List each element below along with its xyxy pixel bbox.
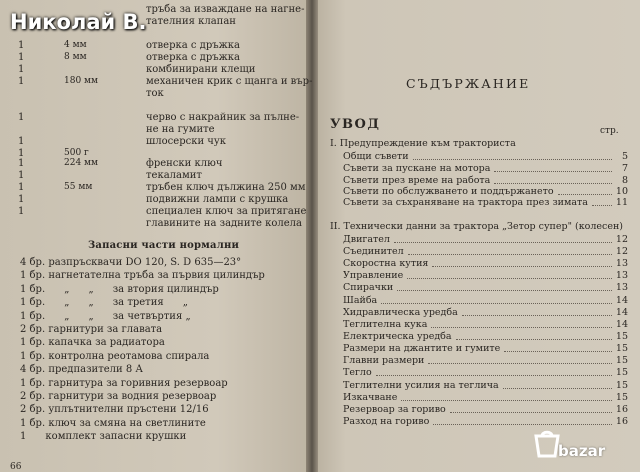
tool-qty: 1 <box>18 64 25 75</box>
toc-leader-dots <box>394 234 612 243</box>
toc-entry-page: 16 <box>615 416 628 427</box>
intro-heading: УВОД <box>330 117 381 132</box>
tool-desc: френски ключ <box>146 158 223 169</box>
spare-part-row: 1 бр. „ „ за третия „ <box>20 297 188 309</box>
toc-entry <box>0 221 640 233</box>
tool-desc: механичен крик с щанга и вър- <box>146 76 313 87</box>
toc-leader-dots <box>558 186 612 195</box>
page-column-label: стр. <box>600 126 619 136</box>
toc-leader-dots <box>408 246 612 255</box>
toc-entry-page: 13 <box>615 270 628 281</box>
tool-row <box>0 76 313 100</box>
spare-part-row: 2 бр. уплътнителни пръстени 12/16 <box>20 404 209 416</box>
toc-entry-page: 7 <box>621 163 628 174</box>
toc-entry-page: 11 <box>615 197 628 208</box>
toc-entry-text: Съвети за съхраняване на трактора през зимата <box>343 197 588 208</box>
toc-entry-text: Общи съвети <box>343 151 409 162</box>
spare-part-row: 4 бр. предпазители 8 А <box>20 364 143 376</box>
tool-desc: отверка с дръжка <box>146 52 241 63</box>
toc-leader-dots <box>397 282 612 291</box>
spare-part-row: 1 бр. нагнетателна тръба за първия цилиндър <box>20 270 265 282</box>
spare-part-row: 1 комплект запасни крушки <box>20 431 187 443</box>
tool-desc2: тателния клапан <box>146 16 236 27</box>
toc-entry-text: Тегло <box>343 367 372 378</box>
tool-size: 500 г <box>64 148 89 158</box>
toc-entry-text: Двигател <box>343 234 390 245</box>
toc-leader-dots <box>432 258 612 267</box>
toc-leader-dots <box>431 319 612 328</box>
toc-entry <box>0 319 640 331</box>
toc-entry <box>0 295 640 307</box>
tool-size: 4 мм <box>64 40 87 50</box>
toc-entry-text: Изкачване <box>343 392 398 403</box>
toc-entry <box>0 404 640 416</box>
toc-entry-page: 14 <box>615 307 628 318</box>
toc-entry <box>0 377 640 392</box>
toc-entry-text: Спирачки <box>343 282 394 293</box>
toc-leader-dots <box>456 331 612 340</box>
toc-entry <box>0 151 640 163</box>
toc-entry-text: Съвети по обслужването и поддържането <box>343 186 554 197</box>
toc-leader-dots <box>494 175 612 184</box>
tool-size: 8 мм <box>64 52 87 62</box>
spare-part-row: 1 бр. „ „ за втория цилиндър <box>20 283 219 295</box>
toc-entry-page: 15 <box>615 355 628 366</box>
tool-desc2: главините на задните колела <box>146 218 303 229</box>
tool-desc: черво с накрайник за пълне- <box>146 112 300 123</box>
toc-entry-page: 12 <box>615 234 628 245</box>
spare-part-row: 4 бр. разпръсквачи DO 120, S. D 635—23° <box>20 257 242 268</box>
toc-entry-page: 16 <box>615 404 628 415</box>
toc-entry-page: 15 <box>615 392 628 403</box>
toc-leader-dots <box>401 392 612 401</box>
toc-entry <box>0 138 640 150</box>
tool-desc: комбинирани клещи <box>146 64 256 75</box>
tool-qty: 1 <box>18 206 25 217</box>
tool-qty: 1 <box>18 170 25 181</box>
toc-entry-page: 15 <box>615 343 628 354</box>
watermark <box>532 418 636 468</box>
toc-entry-text: Шайба <box>343 295 378 306</box>
toc-entry-page: 14 <box>615 295 628 306</box>
tool-desc: подвижни лампи с крушка <box>146 194 289 205</box>
toc-entry-text: Съвети през време на работа <box>343 175 491 186</box>
tool-qty: 1 <box>18 76 25 87</box>
spare-parts-title: Запасни части нормални <box>88 240 240 251</box>
toc-leader-dots <box>407 270 612 279</box>
toc-leader-dots <box>450 404 612 413</box>
spare-part-row: 1 бр. „ „ за четвъртия „ <box>20 310 191 322</box>
toc-entry-page: 10 <box>615 186 628 197</box>
toc-entry <box>0 234 640 246</box>
toc-leader-dots <box>592 197 612 206</box>
toc-leader-dots <box>503 380 612 389</box>
toc-entry-page: 15 <box>615 380 628 391</box>
toc-entry-page: 13 <box>615 258 628 269</box>
toc-entry-text: Разход на гориво <box>343 416 430 427</box>
watermark-text: bazar <box>558 442 606 460</box>
spare-part-row: 1 бр. ключ за смяна на светлините <box>20 417 206 429</box>
username-overlay: Николай В. <box>10 10 147 34</box>
tool-qty: 1 <box>18 136 25 147</box>
tool-desc2: ток <box>146 88 164 99</box>
spare-part-row: 1 бр. гарнитура за горивния резервоар <box>20 377 228 389</box>
toc-entry-text: Скоростна кутия <box>343 258 429 269</box>
toc-entry-text: Хидравлическа уредба <box>343 307 458 318</box>
tool-qty: 1 <box>18 148 25 159</box>
tool-qty: 1 <box>18 194 25 205</box>
spare-part-row: 2 бр. гарнитури за главата <box>20 324 163 335</box>
tool-size: 224 мм <box>64 158 99 168</box>
tool-desc: текаламит <box>146 170 202 181</box>
toc-title: СЪДЪРЖАНИЕ <box>406 76 531 91</box>
toc-entry-text: I. Предупреждение към тракториста <box>330 138 516 149</box>
toc-entry-page: 8 <box>621 175 628 186</box>
toc-entry-text: Електрическа уредба <box>343 331 452 342</box>
tool-desc: тръбен ключ дължина 250 мм <box>146 182 306 193</box>
toc-entry <box>0 307 640 319</box>
tool-desc: шлосерски чук <box>146 136 227 147</box>
toc-entry <box>0 270 640 282</box>
toc-leader-dots <box>381 295 612 304</box>
spare-part-row: 2 бр. гарнитури за водния резервоар <box>20 391 217 402</box>
toc-entry-text: Теглителна кука <box>343 319 428 330</box>
toc-entry-page: 13 <box>615 282 628 293</box>
toc-leader-dots <box>462 307 612 316</box>
tool-size: 180 мм <box>64 76 99 86</box>
toc-entry-text: II. Технически данни за трактора „Зетор супер" (колесен) <box>330 221 623 232</box>
toc-entry <box>0 282 640 294</box>
tool-qty: 1 <box>18 112 25 123</box>
tool-desc: отверка с дръжка <box>146 40 241 51</box>
tool-row <box>0 4 306 28</box>
spare-part-row: 1 бр. контролна реотамова спирала <box>20 350 210 362</box>
tool-qty: 1 <box>18 52 25 63</box>
toc-entry <box>0 343 640 355</box>
toc-entry <box>0 355 640 367</box>
toc-entry-text: Размери на джантите и гумите <box>343 343 501 354</box>
tool-desc2: не на гумите <box>146 124 215 135</box>
page-number: 66 <box>10 462 22 472</box>
toc-entry <box>0 367 640 379</box>
toc-entry <box>0 392 640 404</box>
tool-size: 55 мм <box>64 182 93 192</box>
toc-entry-text: Управление <box>343 270 404 281</box>
toc-entry-page: 15 <box>615 367 628 378</box>
tool-qty: 1 <box>18 40 25 51</box>
toc-entry <box>0 163 640 175</box>
toc-entry-page: 12 <box>615 246 628 257</box>
toc-leader-dots <box>504 343 612 352</box>
toc-leader-dots <box>494 163 612 172</box>
toc-entry <box>0 197 640 209</box>
toc-entry-page: 14 <box>615 319 628 330</box>
toc-entry <box>0 246 640 258</box>
tool-row <box>0 112 306 136</box>
tool-qty: 1 <box>18 158 25 169</box>
toc-entry-text: Теглителни усилия на теглича <box>343 380 499 391</box>
toc-entry-text: Главни размери <box>343 355 425 366</box>
tool-qty: 1 <box>18 182 25 193</box>
toc-leader-dots <box>413 151 612 160</box>
toc-leader-dots <box>376 367 612 376</box>
toc-entry <box>0 258 640 270</box>
tool-desc: тръба за изваждане на нагне- <box>146 4 305 15</box>
toc-entry-page: 5 <box>621 151 628 162</box>
toc-leader-dots <box>428 355 612 364</box>
toc-entry <box>0 331 640 343</box>
toc-entry-text: Съединител <box>343 246 404 257</box>
toc-entry-page: 15 <box>615 331 628 342</box>
toc-entry-text: Резервоар за гориво <box>343 404 446 415</box>
spare-part-row: 1 бр. капачка за радиатора <box>20 337 165 349</box>
tool-desc: специален ключ за притягане <box>146 206 307 217</box>
toc-entry-text: Съвети за пускане на мотора <box>343 163 491 174</box>
